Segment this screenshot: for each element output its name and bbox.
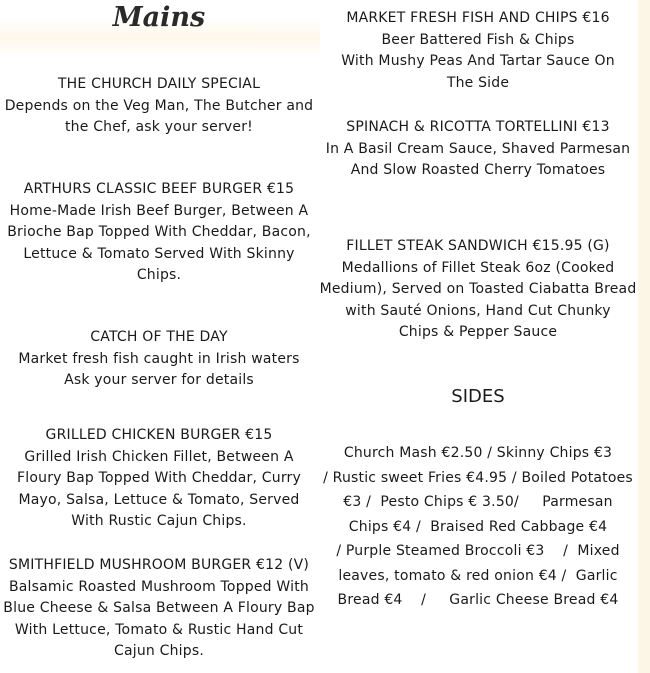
menu-item-description-line: Blue Cheese & Salsa Between A Floury Bap <box>3 600 315 617</box>
menu-item-description-line: With Mushy Peas And Tartar Sauce On <box>341 53 615 70</box>
menu-item <box>0 327 318 392</box>
menu-item <box>0 179 318 287</box>
menu-item-description-line: The Side <box>446 74 510 91</box>
menu-item-description-line: Depends on the Veg Man, The Butcher and <box>4 97 314 114</box>
menu-item <box>318 236 638 344</box>
menu-item-description-line: Medallions of Fillet Steak 6oz (Cooked <box>341 259 615 276</box>
menu-item-description-line: with Sauté Onions, Hand Cut Chunky <box>345 302 611 319</box>
menu-item <box>318 117 638 182</box>
menu-item-description-line: the Chef, ask your server! <box>64 119 253 136</box>
menu-item-description-line: With Lettuce, Tomato & Rustic Hand Cut <box>14 621 304 638</box>
page-edge <box>638 0 650 673</box>
menu-item-description-line: Home-Made Irish Beef Burger, Between A <box>9 202 309 219</box>
menu-item-title: GRILLED CHICKEN BURGER €15 <box>45 427 273 443</box>
menu-item-description-line: Brioche Bap Topped With Cheddar, Bacon, <box>7 224 311 241</box>
menu-item-description-line: Chips & Pepper Sauce <box>398 324 558 341</box>
menu-item-description-line: Chips. <box>136 267 182 284</box>
menu-item-description-line: Balsamic Roasted Mushroom Topped With <box>8 578 310 595</box>
menu-item-title: ARTHURS CLASSIC BEEF BURGER €15 <box>23 181 295 197</box>
sides-list <box>318 441 638 613</box>
menu-item-description-line: Cajun Chips. <box>113 643 204 660</box>
sides-line: Church Mash €2.50 / Skinny Chips €3 <box>343 445 613 461</box>
menu-item-description-line: Medium), Served on Toasted Ciabatta Bread <box>319 281 637 298</box>
menu-item-description-line: Floury Bap Topped With Cheddar, Curry <box>17 470 301 487</box>
menu-item-title: MARKET FRESH FISH AND CHIPS €16 <box>346 10 610 26</box>
sides-line: €3 / Pesto Chips € 3.50/ Parmesan <box>343 494 613 510</box>
menu-item <box>0 425 318 533</box>
menu-item-description-line: Mayo, Salsa, Lettuce & Tomato, Served <box>18 491 300 508</box>
sides-line: Chips €4 / Braised Red Cabbage €4 <box>348 518 608 535</box>
menu-item-title: SMITHFIELD MUSHROOM BURGER €12 (V) <box>8 557 310 573</box>
menu-item-description-line: Grilled Irish Chicken Fillet, Between A <box>24 448 294 465</box>
menu-item-description-line: And Slow Roasted Cherry Tomatoes <box>350 162 606 179</box>
sides-line: Bread €4 / Garlic Cheese Bread €4 <box>337 592 619 608</box>
menu-item-description-line: Beer Battered Fish & Chips <box>381 31 575 48</box>
sides-line: / Rustic sweet Fries €4.95 / Boiled Potatoes <box>323 469 633 486</box>
menu-item-description-line: With Rustic Cajun Chips. <box>71 513 247 530</box>
menu-item-title: THE CHURCH DAILY SPECIAL <box>57 76 261 92</box>
menu-item <box>318 8 638 94</box>
menu-item-title: SPINACH & RICOTTA TORTELLINI €13 <box>346 119 610 135</box>
sides-line: leaves, tomato & red onion €4 / Garlic <box>338 567 618 584</box>
mains-heading: Mains <box>112 2 206 33</box>
menu-item-description-line: In A Basil Cream Sauce, Shaved Parmesan <box>325 140 631 157</box>
menu-item <box>0 555 318 663</box>
menu-item-description-line: Market fresh fish caught in Irish waters <box>18 350 300 367</box>
sides-line: / Purple Steamed Broccoli €3 / Mixed <box>336 543 620 559</box>
menu-item <box>0 74 318 139</box>
menu-item-description-line: Ask your server for details <box>64 372 254 389</box>
sides-heading: SIDES <box>451 386 505 407</box>
menu-item-title: FILLET STEAK SANDWICH €15.95 (G) <box>346 238 610 254</box>
menu-item-description-line: Lettuce & Tomato Served With Skinny <box>23 245 295 262</box>
menu-item-title: CATCH OF THE DAY <box>90 329 228 345</box>
